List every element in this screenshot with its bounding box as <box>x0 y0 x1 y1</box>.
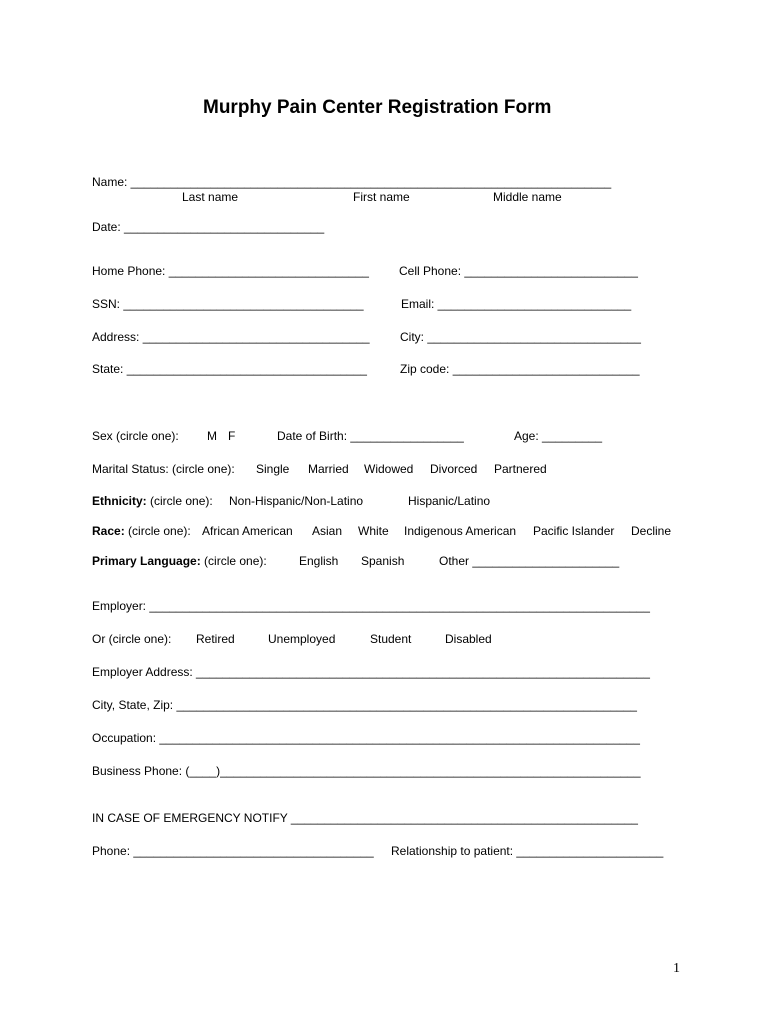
employment-option-retired[interactable]: Retired <box>196 632 235 646</box>
email-field[interactable]: Email: _____________________________ <box>401 297 632 311</box>
city-state-zip-field[interactable]: City, State, Zip: _____________________________________________________________________ <box>92 698 637 712</box>
ethnicity-hint: (circle one): <box>150 494 213 508</box>
language-option-other[interactable]: Other ______________________ <box>439 554 620 568</box>
employment-option-disabled[interactable]: Disabled <box>445 632 492 646</box>
marital-option-married[interactable]: Married <box>308 462 349 476</box>
age-field[interactable]: Age: _________ <box>514 429 603 443</box>
occupation-field[interactable]: Occupation: ________________________________________________________________________ <box>92 731 640 745</box>
home-phone-field[interactable]: Home Phone: ______________________________ <box>92 264 369 278</box>
ethnicity-row <box>92 494 213 508</box>
language-option-spanish[interactable]: Spanish <box>361 554 405 568</box>
language-label: Primary Language: <box>92 554 201 568</box>
race-option-indigenous[interactable]: Indigenous American <box>404 524 517 538</box>
ethnicity-option-hispanic[interactable]: Hispanic/Latino <box>408 494 491 508</box>
language-hint: (circle one): <box>204 554 267 568</box>
marital-label: Marital Status: (circle one): <box>92 462 235 476</box>
marital-option-partnered[interactable]: Partnered <box>494 462 547 476</box>
city-field[interactable]: City: ________________________________ <box>400 330 641 344</box>
page-title: Murphy Pain Center Registration Form <box>203 97 552 118</box>
sex-label: Sex (circle one): <box>92 429 179 443</box>
employer-field[interactable]: Employer: ___________________________________________________________________________ <box>92 599 650 613</box>
ethnicity-label: Ethnicity: <box>92 494 147 508</box>
emergency-phone-field[interactable]: Phone: ____________________________________ <box>92 844 374 858</box>
marital-option-divorced[interactable]: Divorced <box>430 462 478 476</box>
page-number: 1 <box>673 961 680 976</box>
language-row <box>92 554 267 568</box>
emergency-contact-field[interactable]: IN CASE OF EMERGENCY NOTIFY ____________________________________________________ <box>92 811 638 825</box>
race-option-asian[interactable]: Asian <box>312 524 343 538</box>
language-option-english[interactable]: English <box>299 554 339 568</box>
middle-name-caption: Middle name <box>493 190 562 204</box>
employment-label: Or (circle one): <box>92 632 172 646</box>
address-field[interactable]: Address: __________________________________ <box>92 330 370 344</box>
race-label: Race: <box>92 524 125 538</box>
marital-option-widowed[interactable]: Widowed <box>364 462 414 476</box>
last-name-caption: Last name <box>182 190 239 204</box>
dob-field[interactable]: Date of Birth: _________________ <box>277 429 464 443</box>
race-option-white[interactable]: White <box>358 524 389 538</box>
sex-option-m[interactable]: M <box>207 429 217 443</box>
cell-phone-field[interactable]: Cell Phone: __________________________ <box>399 264 638 278</box>
race-option-pacific-islander[interactable]: Pacific Islander <box>533 524 615 538</box>
first-name-caption: First name <box>353 190 410 204</box>
race-option-african-american[interactable]: African American <box>202 524 293 538</box>
race-row <box>92 524 191 538</box>
employer-address-field[interactable]: Employer Address: ____________________________________________________________________ <box>92 665 650 679</box>
state-field[interactable]: State: ____________________________________ <box>92 362 367 376</box>
race-hint: (circle one): <box>128 524 191 538</box>
date-field[interactable]: Date: ______________________________ <box>92 220 325 234</box>
ssn-field[interactable]: SSN: ____________________________________ <box>92 297 364 311</box>
relationship-field[interactable]: Relationship to patient: ______________________ <box>391 844 664 858</box>
employment-option-student[interactable]: Student <box>370 632 412 646</box>
business-phone-field[interactable]: Business Phone: (____)_______________________________________________________________ <box>92 764 641 778</box>
ethnicity-option-non-hispanic[interactable]: Non-Hispanic/Non-Latino <box>229 494 364 508</box>
employment-option-unemployed[interactable]: Unemployed <box>268 632 336 646</box>
sex-option-f[interactable]: F <box>228 429 236 443</box>
name-field[interactable]: Name: ________________________________________________________________________ <box>92 175 612 189</box>
marital-option-single[interactable]: Single <box>256 462 290 476</box>
zip-field[interactable]: Zip code: ____________________________ <box>400 362 640 376</box>
race-option-decline[interactable]: Decline <box>631 524 672 538</box>
